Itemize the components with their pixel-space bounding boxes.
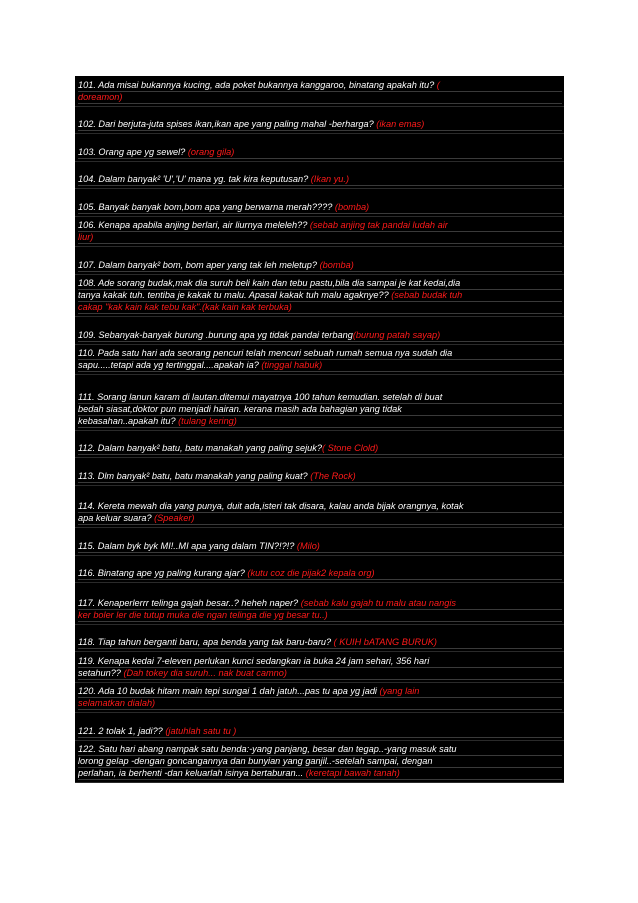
riddle-line — [78, 92, 562, 104]
riddle-answer: ( — [436, 79, 440, 90]
riddle-answer: (sebab anjing tak pandai ludah air — [309, 220, 448, 230]
riddle-line — [78, 416, 562, 428]
riddle-answer: (bomba) — [319, 259, 354, 270]
riddle-row — [75, 458, 564, 486]
riddle-row — [75, 583, 564, 625]
riddle-line — [78, 501, 562, 513]
riddle-question: 106. Kenapa apabila anjing berlari, air liurnya meleleh?? — [78, 220, 310, 230]
riddle-row — [75, 741, 564, 783]
riddle-answer: selamatkan dialah) — [78, 698, 156, 708]
riddle-question: 110. Pada satu hari ada seorang pencuri telah mencuri sebuah rumah semua nya sudah dia — [78, 348, 453, 358]
riddle-answer: ( Stone Clold) — [321, 443, 379, 453]
riddle-row — [75, 652, 564, 683]
riddle-line — [78, 471, 562, 483]
riddle-answer: (Dah tokey dia suruh... nak buat camno) — [123, 667, 287, 678]
riddle-row — [75, 625, 564, 653]
riddle-question: 103. Orang ape yg sewel? — [78, 146, 188, 157]
riddle-answer: (yang lain — [379, 686, 420, 696]
riddle-question: tanya kakak tuh. tentiba je kakak tu malu. Apasal kakak tuh malu agaknye?? — [78, 290, 392, 300]
riddle-question: 120. Ada 10 budak hitam main tepi sungai 1 dah jatuh...pas tu apa yg jadi — [78, 686, 380, 696]
riddle-line — [78, 568, 562, 580]
riddle-line — [78, 744, 562, 756]
riddle-question: 107. Dalam banyak² bom, bom aper yang tak leh meletup? — [78, 259, 320, 270]
riddle-answer: (sebab kalu gajah tu malu atau nangis — [300, 597, 456, 608]
riddle-line — [78, 443, 562, 455]
riddle-line — [78, 220, 562, 232]
riddle-line — [78, 404, 562, 416]
riddle-row — [75, 486, 564, 529]
riddle-answer: (ikan emas) — [376, 119, 425, 129]
riddle-question: 108. Ade sorang budak,mak dia suruh beli kain dan tebu pastu,bila dia sampai je kat kedai,dia — [78, 278, 461, 288]
riddle-line — [78, 278, 562, 290]
riddle-question: lorong gelap -dengan goncangannya dan bunyian yang ganjil..-setelah sampai, dengan — [78, 755, 433, 766]
riddle-line — [78, 637, 562, 649]
riddle-line — [78, 513, 562, 525]
riddle-question: 117. Kenaperlerrr telinga gajah besar..? heheh naper? — [78, 597, 301, 608]
riddle-question: kebasahan..apakah itu? — [78, 415, 179, 426]
riddle-question: 101. Ada misai bukannya kucing, ada poket bukannya kanggaroo, binatang apakah itu? — [78, 79, 437, 90]
riddle-question: 113. Dlm banyak² batu, batu manakah yang paling kuat? — [78, 470, 311, 481]
riddle-question: perlahan, ia berhenti -dan keluarlah isinya bertaburan... — [78, 767, 306, 778]
riddle-answer: liur) — [78, 232, 94, 242]
riddle-line — [78, 768, 562, 780]
riddle-answer: (The Rock) — [310, 470, 356, 481]
riddle-answer: ker boler ler die tutup muka die ngan telinga die yg besar tu..) — [78, 609, 328, 620]
riddle-line — [78, 392, 562, 404]
riddle-question: 112. Dalam banyak² batu, batu manakah yang paling sejuk? — [78, 443, 322, 453]
riddle-question: 114. Kereta mewah dia yang punya, duit ada,isteri tak disara, kalau anda bijak orangnya, kotak — [78, 501, 464, 511]
riddle-line — [78, 232, 562, 244]
riddle-row — [75, 76, 564, 107]
riddle-question: setahun?? — [78, 667, 124, 678]
riddle-answer: (bomba) — [334, 201, 370, 212]
riddle-line — [78, 202, 562, 214]
riddle-answer: (tinggal habuk) — [261, 360, 323, 370]
riddle-row — [75, 162, 564, 190]
riddle-question: 122. Satu hari abang nampak satu benda:-yang panjang, besar dan tegap..-yang masuk satu — [78, 743, 457, 754]
riddle-answer: cakap "kak kain kak tebu kak".(kak kain kak terbuka) — [78, 302, 292, 312]
riddle-row — [75, 431, 564, 459]
riddle-row — [75, 247, 564, 275]
riddle-answer: ( KUIH bATANG BURUK) — [333, 637, 437, 647]
riddle-question: apa keluar suara? — [78, 513, 155, 523]
riddle-row — [75, 375, 564, 431]
riddle-answer: (sebab budak tuh — [391, 290, 463, 300]
riddle-line — [78, 360, 562, 372]
riddle-row — [75, 107, 564, 135]
riddle-row — [75, 345, 564, 376]
riddle-list — [75, 76, 564, 783]
riddle-line — [78, 290, 562, 302]
riddle-row — [75, 713, 564, 741]
riddle-line — [78, 726, 562, 738]
riddle-question: 102. Dari berjuta-juta spises ikan,ikan ape yang paling mahal -berharga? — [78, 119, 377, 129]
riddle-answer: (Speaker) — [154, 513, 195, 523]
riddle-line — [78, 174, 562, 186]
riddle-line — [78, 348, 562, 360]
riddle-answer: (kutu coz die pijak2 kepala org) — [247, 568, 375, 578]
riddle-question: 111. Sorang lanun karam di lautan.ditemui mayatnya 100 tahun kemudian. setelah di buat — [78, 391, 443, 402]
riddle-answer: (Ikan yu.) — [310, 174, 350, 184]
riddle-row — [75, 217, 564, 248]
riddle-question: 104. Dalam banyak² 'U','U' mana yg. tak kira keputusan? — [78, 174, 311, 184]
riddle-question: 109. Sebanyak-banyak burung .burung apa yg tidak pandai terbang — [78, 329, 353, 340]
riddle-answer: (burung patah sayap) — [352, 329, 441, 340]
riddle-line — [78, 330, 562, 342]
riddle-line — [78, 302, 562, 314]
riddle-row — [75, 556, 564, 584]
riddle-line — [78, 610, 562, 622]
riddle-question: 119. Kenapa kedai 7-eleven perlukan kunci sedangkan ia buka 24 jam sehari, 356 hari — [78, 655, 430, 666]
riddle-answer: (Milo) — [296, 540, 320, 551]
riddle-line — [78, 686, 562, 698]
riddle-row — [75, 683, 564, 714]
riddle-row — [75, 317, 564, 345]
riddle-line — [78, 756, 562, 768]
riddle-question: sapu.....tetapi ada yg tertinggal....apakah ia? — [78, 360, 262, 370]
riddle-line — [78, 668, 562, 680]
riddle-answer: (orang gila) — [187, 146, 235, 157]
riddle-question: 121. 2 tolak 1, jadi?? — [78, 725, 166, 736]
riddle-line — [78, 119, 562, 131]
riddle-question: 115. Dalam byk byk MI!..MI apa yang dalam TIN?!?!? — [78, 540, 297, 551]
riddle-question: 105. Banyak banyak bom,bom apa yang berwarna merah???? — [78, 201, 335, 212]
riddle-row — [75, 134, 564, 162]
riddle-answer: doreamon) — [78, 91, 123, 102]
riddle-line — [78, 656, 562, 668]
riddle-answer: (tulang kering) — [178, 415, 237, 426]
riddle-line — [78, 147, 562, 159]
riddle-row — [75, 275, 564, 318]
riddle-question: bedah siasat,doktor pun menjadi hairan. kerana masih ada bahagian yang tidak — [78, 403, 402, 414]
riddle-row — [75, 189, 564, 217]
riddle-line — [78, 698, 562, 710]
riddle-line — [78, 260, 562, 272]
riddle-answer: (keretapi bawah tanah) — [305, 767, 400, 778]
riddle-line — [78, 598, 562, 610]
riddle-row — [75, 528, 564, 556]
riddle-question: 118. Tiap tahun berganti baru, apa benda yang tak baru-baru? — [78, 637, 334, 647]
riddle-line — [78, 80, 562, 92]
riddle-question: 116. Binatang ape yg paling kurang ajar? — [78, 568, 248, 578]
riddle-answer: (jatuhlah satu tu ) — [165, 725, 237, 736]
riddle-line — [78, 541, 562, 553]
